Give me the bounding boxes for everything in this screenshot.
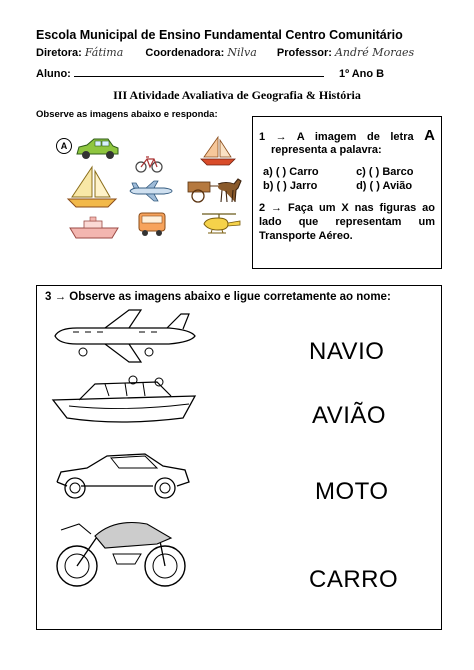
- grade-label: 1º Ano B: [338, 68, 385, 80]
- q1-line1: [259, 127, 435, 144]
- teacher-name: André Moraes: [334, 46, 415, 59]
- q1-options-row2: [259, 180, 435, 192]
- q1-option-b[interactable]: b) ( ) Jarro: [263, 180, 318, 192]
- bicycle-icon[interactable]: [134, 154, 164, 174]
- word-aviao[interactable]: AVIÃO: [312, 402, 387, 429]
- q1-option-d[interactable]: d) ( ) Avião: [356, 180, 413, 192]
- word-navio[interactable]: NAVIO: [309, 338, 385, 365]
- airplane-icon[interactable]: [128, 180, 174, 202]
- motorcycle-drawing[interactable]: [51, 514, 191, 594]
- teacher-label: Professor:: [276, 47, 332, 59]
- horse-cart-icon[interactable]: [186, 176, 244, 206]
- bus-icon[interactable]: [136, 210, 168, 238]
- airplane-drawing[interactable]: [49, 308, 199, 366]
- page-title: III Atividade Avaliativa de Geografia & História: [113, 88, 361, 102]
- director-name: Fátima: [84, 46, 124, 59]
- q2-line1: 2 → Faça um X nas figuras ao: [259, 202, 435, 214]
- sailboat-icon[interactable]: [198, 135, 238, 167]
- student-line: [36, 67, 384, 80]
- q1-prefix: 1 →: [259, 131, 287, 143]
- car-icon[interactable]: [74, 136, 120, 162]
- staff-line: [36, 46, 414, 59]
- q1-options-row1: [259, 166, 435, 178]
- coordinator-label: Coordenadora:: [145, 47, 225, 59]
- questions-box: [252, 116, 442, 269]
- q3-prompt: 3 → Observe as imagens abaixo e ligue corretamente ao nome:: [45, 291, 391, 303]
- word-carro[interactable]: CARRO: [309, 566, 399, 593]
- car-drawing[interactable]: [53, 446, 193, 504]
- q1-option-a[interactable]: a) ( ) Carro: [263, 166, 319, 178]
- director-label: Diretora:: [36, 47, 82, 59]
- ship-icon[interactable]: [68, 216, 120, 240]
- boat-drawing[interactable]: [49, 374, 199, 430]
- sailboat-image-a[interactable]: [66, 165, 118, 209]
- q1-letter: A: [424, 127, 435, 144]
- word-moto[interactable]: MOTO: [315, 478, 389, 505]
- student-name-field[interactable]: [74, 67, 324, 77]
- q1-text1: A imagem de letra: [296, 131, 414, 143]
- student-label: Aluno:: [36, 68, 71, 80]
- q2-line2: lado que representam um: [259, 216, 435, 228]
- school-name: Escola Municipal de Ensino Fundamental Centro Comunitário: [36, 28, 403, 42]
- matching-box: [36, 285, 442, 630]
- instruction-text: Observe as imagens abaixo e responda:: [36, 109, 218, 120]
- q1-option-c[interactable]: c) ( ) Barco: [356, 166, 414, 178]
- q1-text2: representa a palavra:: [271, 144, 382, 156]
- image-marker-a: A: [56, 138, 72, 154]
- q2-line3: Transporte Aéreo.: [259, 230, 353, 242]
- helicopter-icon[interactable]: [196, 210, 242, 238]
- coordinator-name: Nilva: [227, 46, 257, 59]
